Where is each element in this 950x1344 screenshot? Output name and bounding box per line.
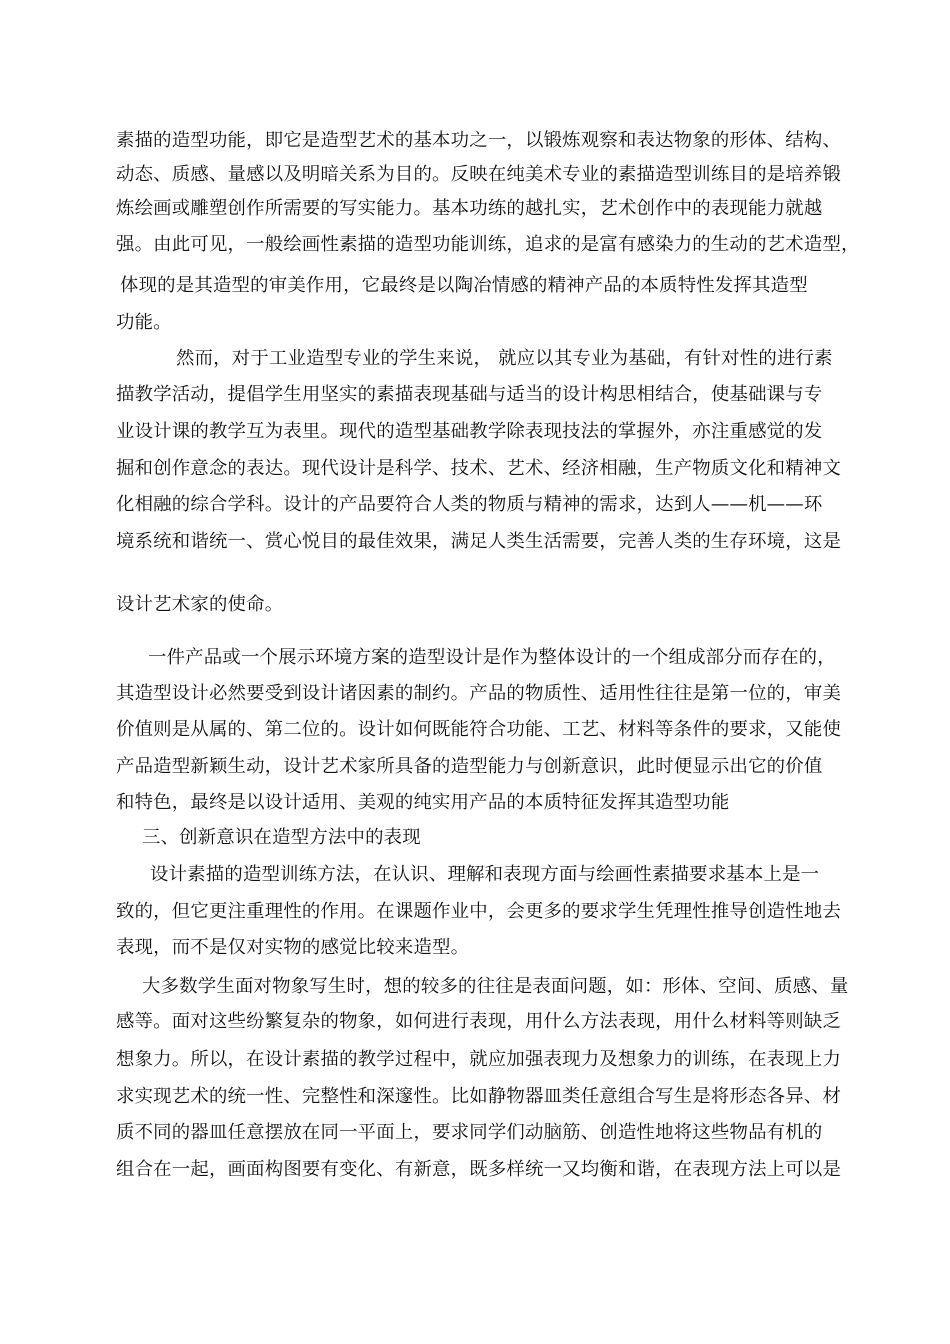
text-line: 境系统和谐统一、赏心悦目的最佳效果，满足人类生活需要，完善人类的生存环境，这是 <box>116 531 842 552</box>
text-line: 感等。面对这些纷繁复杂的物象，如何进行表现，用什么方法表现，用什么材料等则缺乏 <box>116 1011 842 1032</box>
text-line: 描教学活动，提倡学生用坚实的素描表现基础与适当的设计构思相结合，使基础课与专 <box>116 384 823 405</box>
text-line: 求实现艺术的统一性、完整性和深邃性。比如静物器皿类任意组合写生是将形态各异、材 <box>116 1086 842 1107</box>
text-line: 业设计课的教学互为表里。现代的造型基础教学除表现技法的掌握外，亦注重感觉的发 <box>116 421 823 442</box>
text-line: 素描的造型功能，即它是造型艺术的基本功之一，以锻炼观察和表达物象的形体、结构、 <box>116 130 842 151</box>
text-line: 设计素描的造型训练方法，在认识、理解和表现方面与绘画性素描要求基本上是一 <box>150 864 820 885</box>
text-line: 一件产品或一个展示环境方案的造型设计是作为整体设计的一个组成部分而存在的， <box>148 647 836 668</box>
text-line: 设计艺术家的使命。 <box>116 594 284 615</box>
text-line: 表现，而不是仅对实物的感觉比较来造型。 <box>116 937 470 958</box>
text-line: 功能。 <box>116 312 172 333</box>
text-line: 和特色，最终是以设计适用、美观的纯实用产品的本质特征发挥其造型功能 <box>116 792 730 813</box>
text-line: 炼绘画或雕塑创作所需要的写实能力。基本功练的越扎实，艺术创作中的表现能力就越 <box>116 198 823 219</box>
text-line: 致的，但它更注重理性的作用。在课题作业中，会更多的要求学生凭理性推导创造性地去 <box>116 901 842 922</box>
text-line: 产品造型新颖生动，设计艺术家所具备的造型能力与创新意识，此时便显示出它的价值 <box>116 756 823 777</box>
text-line: 动态、质感、量感以及明暗关系为目的。反映在纯美术专业的素描造型训练目的是培养锻 <box>116 164 842 185</box>
text-line: 化相融的综合学科。设计的产品要符合人类的物质与精神的需求，达到人——机——环 <box>116 494 823 515</box>
text-line: 然而，对于工业造型专业的学生来说， 就应以其专业为基础，有针对性的进行素 <box>176 348 833 369</box>
text-line: 组合在一起，画面构图要有变化、有新意，既多样统一又均衡和谐，在表现方法上可以是 <box>116 1159 842 1180</box>
text-line: 掘和创作意念的表达。现代设计是科学、技术、艺术、经济相融，生产物质文化和精神文 <box>116 458 842 479</box>
text-line: 价值则是从属的、第二位的。设计如何既能符合功能、工艺、材料等条件的要求，又能使 <box>116 719 842 740</box>
text-line: 其造型设计必然要受到设计诸因素的制约。产品的物质性、适用性往往是第一位的，审美 <box>116 683 842 704</box>
text-line: 强。由此可见，一般绘画性素描的造型功能训练，追求的是富有感染力的生动的艺术造型， <box>116 234 860 255</box>
text-line: 体现的是其造型的审美作用，它最终是以陶冶情感的精神产品的本质特性发挥其造型 <box>120 275 808 296</box>
text-line: 大多数学生面对物象写生时，想的较多的往往是表面问题，如：形体、空间、质感、量 <box>142 976 849 997</box>
section-heading: 三、创新意识在造型方法中的表现 <box>142 827 421 848</box>
text-line: 质不同的器皿任意摆放在同一平面上，要求同学们动脑筋、创造性地将这些物品有机的 <box>116 1122 823 1143</box>
text-line: 想象力。所以，在设计素描的教学过程中，就应加强表现力及想象力的训练，在表现上力 <box>116 1049 842 1070</box>
